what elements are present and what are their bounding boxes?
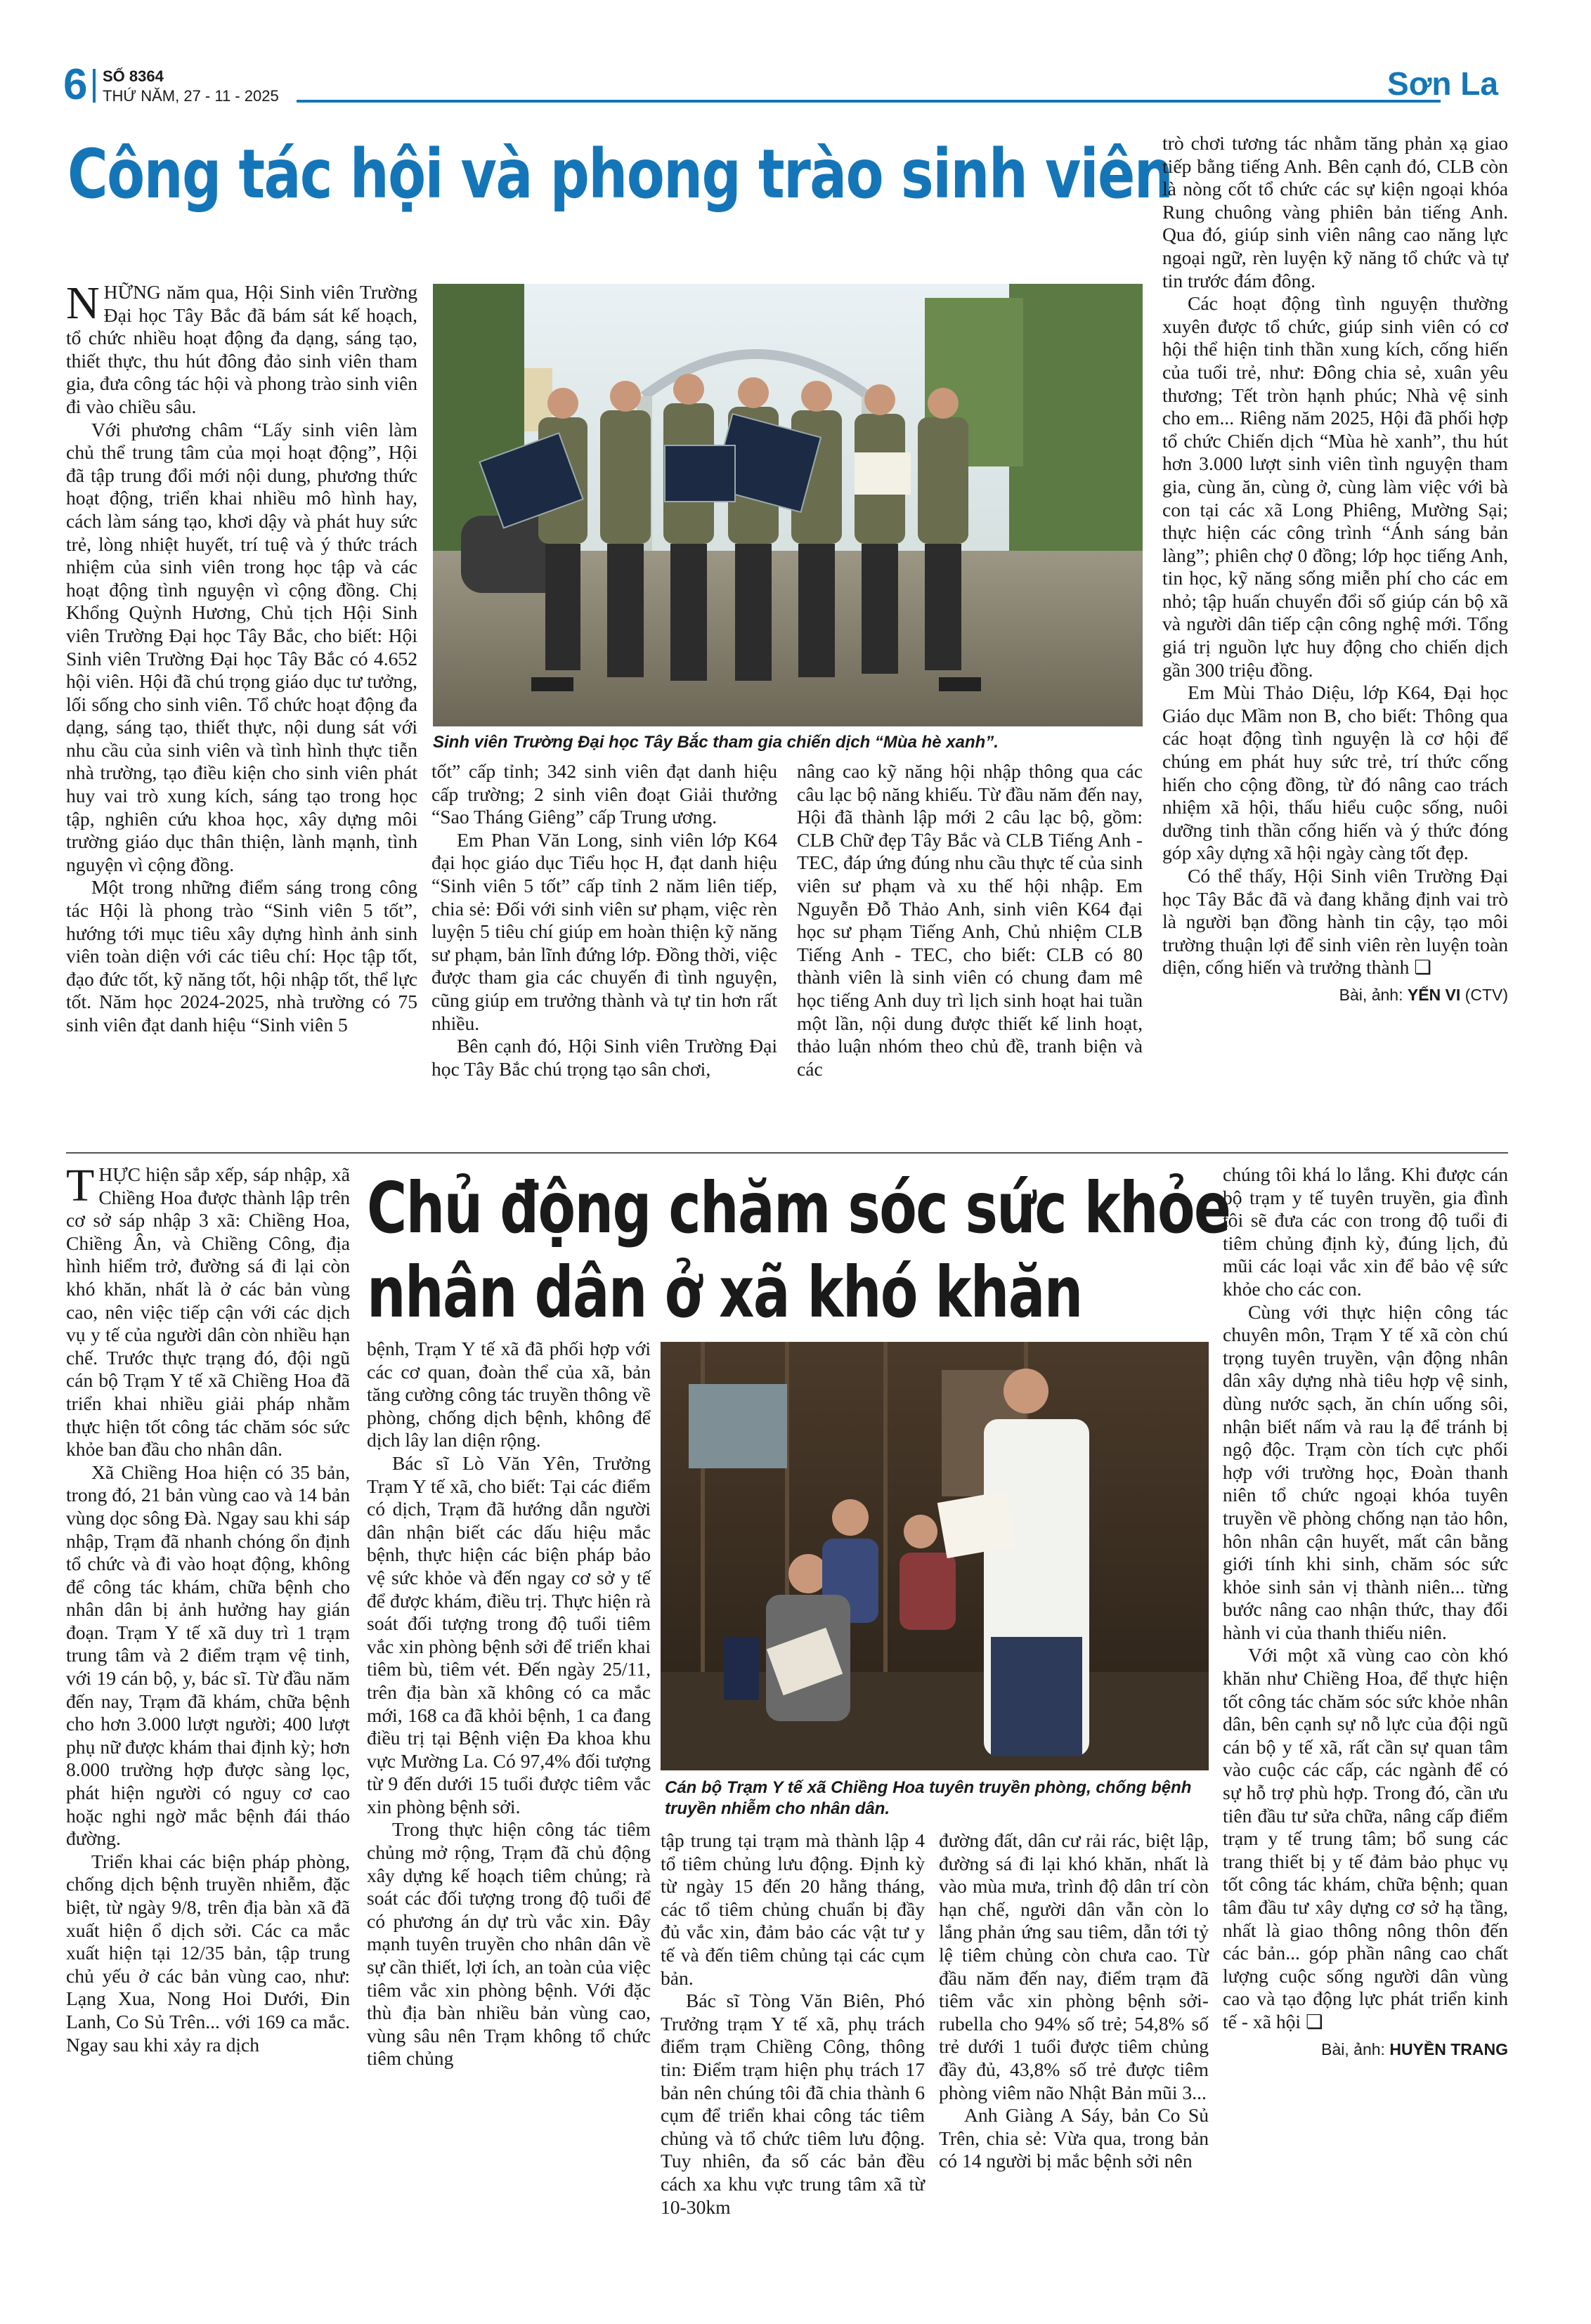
- article1-col2-p2: Em Phan Văn Long, sinh viên lớp K64 đại học giáo dục Tiểu học H, đạt danh hiệu “Sinh viên 5 tốt” cấp tỉnh 2 năm liên tiếp, chia sẻ: Đối với sinh viên sư phạm, việc rèn luyện 5 tiêu chí giúp em hoàn thiện kỹ năng sư phạm, bản lĩnh đứng lớp. Đồng thời, việc được tham gia các chuyến đi tình nguyện, cũng giúp em trưởng thành và tự tin hơn rất nhiều.: [431, 828, 777, 1034]
- article2-col2-p1: bệnh, Trạm Y tế xã đã phối hợp với các cơ quan, đoàn thể của xã, bản tăng cường công tác truyền thông về phòng, chống dịch bệnh, không để dịch lây lan diện rộng.: [367, 1338, 651, 1451]
- article2-col4-p1: đường đất, dân cư rải rác, biệt lập, đường sá đi lại khó khăn, nhất là vào mùa mưa, trình độ dân trí còn hạn chế, người dân vẫn còn lo lắng phản ứng sau tiêm, dẫn tới tỷ lệ tiêm chủng còn chưa cao. Từ đầu năm đến nay, điểm trạm đã tiêm vắc xin phòng bệnh sởi-rubella cho 94% số trẻ; 54,8% số trẻ dưới 1 tuổi được tiêm chủng đầy đủ, 43,8% số trẻ được tiêm phòng viêm não Nhật Bản mũi 3...: [939, 1829, 1209, 2103]
- article2-title-line1: Chủ động chăm sóc sức khỏe: [367, 1167, 1230, 1249]
- article2-col5-p2: Cùng với thực hiện công tác chuyên môn, Trạm Y tế xã còn chú trọng tuyên truyền, vận động nhân dân xây dựng nhà tiêu hợp vệ sinh, dùng nước sạch, ăn chín uống sôi, nhận biết nấm và rau lạ để tránh bị ngộ độc. Trạm còn tích cực phối hợp với trường học, Đoàn thanh niên tổ chức ngoại khóa tuyên truyền về phòng chống nạn tảo hôn, hôn nhân cận huyết, mất cân bằng giới tính khi sinh, chăm sóc sức khỏe sinh sản vị thành niên... từng bước nâng cao nhận thức, thay đổi hành vi của thanh thiếu niên.: [1223, 1300, 1508, 1643]
- end-mark-icon: ❏: [1306, 2010, 1323, 2032]
- article-divider: [66, 1152, 1508, 1154]
- issue-date: THỨ NĂM, 27 - 11 - 2025: [103, 87, 279, 105]
- article2-col4-p2: Anh Giàng A Sáy, bản Co Sủ Trên, chia sẻ: Vừa qua, trong bản có 14 người bị mắc bệnh sởi nên: [939, 2104, 1209, 2172]
- article2-col2-p2: Bác sĩ Lò Văn Yên, Trưởng Trạm Y tế xã, cho biết: Tại các điểm có dịch, Trạm đã hướng dẫn người dân nhận biết các dấu hiệu mắc bệnh, thực hiện các biện pháp bảo vệ sức khỏe và đến ngay cơ sở y tế để được khám, điều trị. Thực hiện rà soát đối tượng trong độ tuổi tiêm vắc xin phòng bệnh sởi để triển khai tiêm bù, tiêm vét. Đến ngày 25/11, trên địa bàn xã không có ca mắc mới, 168 ca đã khỏi bệnh, 1 ca đang điều trị tại Bệnh viện Đa khoa khu vực Mường La. Có 97,4% đối tượng từ 9 đến dưới 15 tuổi được tiêm vắc xin phòng bệnh sởi.: [367, 1451, 651, 1817]
- article2-col5-p3: Với một xã vùng cao còn khó khăn như Chiềng Hoa, để thực hiện tốt công tác chăm sóc sức khỏe nhân dân, bên cạnh sự nỗ lực của đội ngũ cán bộ y tế xã, rất cần sự quan tâm vào cuộc các cấp, các ngành để có sự hỗ trợ phù hợp. Trong đó, cần ưu tiên đầu tư sửa chữa, nâng cấp điểm trạm y tế trung tâm; bổ sung các trang thiết bị y tế đảm bảo phục vụ tốt công tác khám, chữa bệnh; quan tâm đầu tư xây dựng cơ sở hạ tầng, nhất là giao thông nông thôn đến các bản... góp phần nâng cao chất lượng cuộc sống người dân vùng cao và tạo động lực phát triển kinh tế - xã hội ❏: [1223, 1644, 1508, 2032]
- issue-number: SỐ 8364: [103, 67, 164, 85]
- article1-col1: [66, 278, 417, 1037]
- article1-col4: [1162, 132, 1508, 1007]
- article1-photo-image: [433, 284, 1143, 726]
- article2-col4: [939, 1829, 1209, 2173]
- article1-col1-p3: Một trong những điểm sáng trong công tác Hội là phong trào “Sinh viên 5 tốt”, hướng tới mục tiêu xây dựng hình ảnh sinh viên toàn diện với các tiêu chí: Học tập tốt, đạo đức tốt, kỹ năng tốt, hội nhập tốt, thể lực tốt. Năm học 2024-2025, nhà trường có 75 sinh viên đạt danh hiệu “Sinh viên 5: [66, 876, 417, 1036]
- header-rule: [297, 100, 1441, 103]
- article1-col4-p2: Các hoạt động tình nguyện thường xuyên được tổ chức, giúp sinh viên có cơ hội thể hiện tinh thần xung kích, cống hiến của tuổi trẻ, như: Đông chia sẻ, xuân yêu thương; Tết tròn hạnh phúc; Nhà vệ sinh cho em... Riêng năm 2025, Hội đã phối hợp tổ chức Chiến dịch “Mùa hè xanh”, thu hút hơn 3.000 lượt sinh viên tình nguyện tham gia, cùng ăn, cùng ở, cùng làm việc với bà con tại các xã Long Phiêng, Mường Sại; thực hiện các công trình “Ánh sáng bản làng”; phiên chợ 0 đồng; lớp học tiếng Anh, tin học, kỹ năng sống miễn phí cho các em nhỏ; tập huấn chuyển đổi số giúp cán bộ xã và người dân tiếp cận công nghệ mới. Tổng giá trị nguồn lực huy động cho chiến dịch gần 300 triệu đồng.: [1162, 292, 1508, 681]
- article1-col4-p3: Em Mùi Thảo Diệu, lớp K64, Đại học Giáo dục Mầm non B, cho biết: Thông qua các hoạt động tình nguyện là cơ hội để chúng em phát huy sức trẻ, trí thức cống hiến cho cộng đồng, từ đó nâng cao trách nhiệm xã hội, thấu hiểu cuộc sống, nuôi dưỡng tinh thần cống hiến và ý thức đóng góp xây dựng xã hội ngày càng tốt đẹp.: [1162, 681, 1508, 864]
- article1-title: Công tác hội và phong trào sinh viên: [67, 135, 1173, 214]
- article2-col1-p3: Triển khai các biện pháp phòng, chống dịch bệnh truyền nhiễm, đặc biệt, từ ngày 9/8, trên địa bàn xã đã xuất hiện ổ dịch sởi. Các ca mắc xuất hiện tại 12/35 bản, tập trung chủ yếu ở các bản vùng cao, như: Lạng Xua, Nong Hoi Dưới, Đin Lanh, Co Sủ Trên... với 169 ca mắc. Ngay sau khi xảy ra dịch: [66, 1850, 350, 2056]
- section-name: Sơn La: [1387, 65, 1498, 102]
- article1-col3: [797, 760, 1143, 1081]
- article1-col2: [431, 760, 777, 1081]
- page-header: [63, 62, 1511, 112]
- article1-col1-p1: NHỮNG năm qua, Hội Sinh viên Trường Đại học Tây Bắc đã bám sát kế hoạch, tổ chức nhiều hoạt động đa dạng, sáng tạo, thiết thực, thu hút đông đảo sinh viên tham gia, đưa công tác hội và phong trào sinh viên đi vào chiều sâu.: [66, 278, 417, 417]
- article1-photo: [433, 284, 1143, 726]
- article2-photo-image: [661, 1342, 1209, 1770]
- article2-photo-caption: Cán bộ Trạm Y tế xã Chiềng Hoa tuyên truyền phòng, chống bệnh truyền nhiễm cho nhân dân.: [665, 1778, 1192, 1818]
- article2-col5-p1: chúng tôi khá lo lắng. Khi được cán bộ trạm y tế tuyên truyền, gia đình tôi sẽ đưa các con trong độ tuổi đi tiêm chủng định kỳ, đúng lịch, đủ mũi các loại vắc xin để bảo vệ sức khỏe cho các con.: [1223, 1163, 1508, 1300]
- article1-col1-p2: Với phương châm “Lấy sinh viên làm chủ thể trung tâm của mọi hoạt động”, Hội đã tập trung đổi mới nội dung, phương thức hoạt động, triển khai nhiều mô hình hay, cách làm sáng tạo, khơi dậy và phát huy sức trẻ, lòng nhiệt huyết, trí tuệ và ý thức trách nhiệm của sinh viên trong học tập và các hoạt động tình nguyện vì cộng đồng. Chị Khổng Quỳnh Hương, Chủ tịch Hội Sinh viên Trường Đại học Tây Bắc, cho biết: Hội Sinh viên Trường Đại học Tây Bắc có 4.652 hội viên. Hội đã chú trọng giáo dục tư tưởng, lối sống cho sinh viên. Tổ chức hoạt động đa dạng, sáng tạo, thiết thực, nội dung sát với nhu cầu của sinh viên và tình hình thực tiễn nhà trường, tạo điều kiện cho sinh viên phát huy vai trò xung kích, sáng tạo trong học tập, nghiên cứu khoa học, xây dựng môi trường giáo dục thân thiện, lành mạnh, tình nguyện vì cộng đồng.: [66, 418, 417, 875]
- article1-photo-caption: Sinh viên Trường Đại học Tây Bắc tham gia chiến dịch “Mùa hè xanh”.: [433, 733, 999, 752]
- article2-col1-p2: Xã Chiềng Hoa hiện có 35 bản, trong đó, 21 bản vùng cao và 14 bản vùng dọc sông Đà. Ngay sau khi sáp nhập, Trạm đã nhanh chóng ổn định tổ chức và đi vào hoạt động, không để công tác khám, chữa bệnh cho nhân dân bị ảnh hưởng hay gián đoạn. Trạm Y tế xã duy trì 1 trạm trung tâm và 2 điểm trạm vệ tinh, với 19 cán bộ, y, bác sĩ. Từ đầu năm đến nay, Trạm đã khám, chữa bệnh cho hơn 3.000 lượt người; 400 lượt phụ nữ được khám thai định kỳ; hơn 8.000 trường hợp được sàng lọc, phát hiện người có nguy cơ cao hoặc nghi ngờ mắc bệnh đái tháo đường.: [66, 1461, 350, 1850]
- article2-byline: Bài, ảnh: HUYỀN TRANG: [1321, 2039, 1508, 2058]
- page-number: 6: [63, 60, 88, 109]
- article2-col3: [661, 1829, 925, 2219]
- article2-title-line2: nhân dân ở xã khó khăn: [367, 1251, 1082, 1333]
- article2-col1: [66, 1160, 350, 2056]
- article2-col3-p2: Bác sĩ Tòng Văn Biên, Phó Trưởng trạm Y tế xã, phụ trách điểm trạm Chiềng Công, thông tin: Điểm trạm hiện phụ trách 17 bản nên chúng tôi đã chia thành 6 cụm để triển khai công tác tiêm chủng và tổ chức tiêm lưu động. Tuy nhiên, đa số các bản đều cách xa khu vực trung tâm xã từ 10-30km: [661, 1990, 925, 2218]
- article1-col3-p1: nâng cao kỹ năng hội nhập thông qua các câu lạc bộ năng khiếu. Từ đầu năm đến nay, Hội đã thành lập mới 2 câu lạc bộ, gồm: CLB Chữ đẹp Tây Bắc và CLB Tiếng Anh - TEC, đáp ứng đúng nhu cầu thực tế của sinh viên sư phạm và xu thế hội nhập. Em Nguyễn Đỗ Thảo Anh, sinh viên K64 đại học sư phạm Tiếng Anh, Chủ nhiệm CLB Tiếng Anh - TEC, cho biết: CLB có 80 thành viên là sinh viên có chung đam mê học tiếng Anh duy trì lịch sinh hoạt hai tuần một lần, nội dung được thiết kế linh hoạt, thảo luận nhóm theo chủ đề, tranh biện và các: [797, 760, 1143, 1080]
- article1-col2-p1: tốt” cấp tỉnh; 342 sinh viên đạt danh hiệu cấp trường; 2 sinh viên đoạt Giải thưởng “Sao Tháng Giêng” cấp Trung ương.: [431, 760, 777, 828]
- article2-col3-p1: tập trung tại trạm mà thành lập 4 tổ tiêm chủng lưu động. Định kỳ từ ngày 15 đến 20 hằng tháng, các tổ tiêm chủng chuẩn bị đầy đủ vắc xin, đảm bảo các vật tư y tế và đến tiêm chủng tại các cụm bản.: [661, 1829, 925, 1989]
- drop-cap: T: [66, 1160, 95, 1211]
- article2-photo: [661, 1342, 1209, 1770]
- article2-col2-p3: Trong thực hiện công tác tiêm chủng mở rộng, Trạm đã chủ động xây dựng kế hoạch tiêm chủng; rà soát các đối tượng trong độ tuổi để có phương án dự trù vắc xin. Đây mạnh tuyên truyền cho nhân dân về sự cần thiết, lợi ích, an toàn của việc tiêm vắc xin phòng bệnh. Với đặc thù địa bàn nhiều bản vùng cao, vùng sâu nên Trạm không tổ chức tiêm chủng: [367, 1818, 651, 2070]
- article1-byline: Bài, ảnh: YẾN VI (CTV): [1339, 985, 1508, 1004]
- drop-cap: N: [66, 278, 100, 329]
- header-divider-vertical: [93, 69, 96, 103]
- article2-col1-p1: THỰC hiện sắp xếp, sáp nhập, xã Chiềng Hoa được thành lập trên cơ sở sáp nhập 3 xã: Chiềng Hoa, Chiềng Ân, và Chiềng Công, địa hình hiểm trở, đường sá đi lại còn khó khăn, nhất là ở các bản vùng cao, nên việc tiếp cận với các dịch vụ y tế của người dân còn nhiều hạn chế. Trước thực trạng đó, đội ngũ cán bộ Trạm Y tế xã Chiềng Hoa đã triển khai nhiều giải pháp nhằm thực hiện tốt công tác chăm sóc sức khỏe ban đầu cho nhân dân.: [66, 1160, 350, 1461]
- article1-col2-p3: Bên cạnh đó, Hội Sinh viên Trường Đại học Tây Bắc chú trọng tạo sân chơi,: [431, 1035, 777, 1080]
- article1-col4-p4: Có thể thấy, Hội Sinh viên Trường Đại học Tây Bắc đã và đang khẳng định vai trò là người bạn đồng hành tin cậy, tạo môi trường thuận lợi để sinh viên rèn luyện toàn diện, cống hiến và trưởng thành ❏: [1162, 865, 1508, 979]
- article1-col4-p1: trò chơi tương tác nhằm tăng phản xạ giao tiếp bằng tiếng Anh. Bên cạnh đó, CLB còn là nòng cốt tổ chức các sự kiện ngoại khóa Rung chuông vàng phiên bản tiếng Anh. Qua đó, giúp sinh viên nâng cao năng lực ngoại ngữ, rèn luyện kỹ năng tổ chức và tự tin trước đám đông.: [1162, 132, 1508, 292]
- article2-col2: [367, 1338, 651, 2070]
- end-mark-icon: ❏: [1414, 956, 1432, 979]
- article2-col5: [1223, 1163, 1508, 2061]
